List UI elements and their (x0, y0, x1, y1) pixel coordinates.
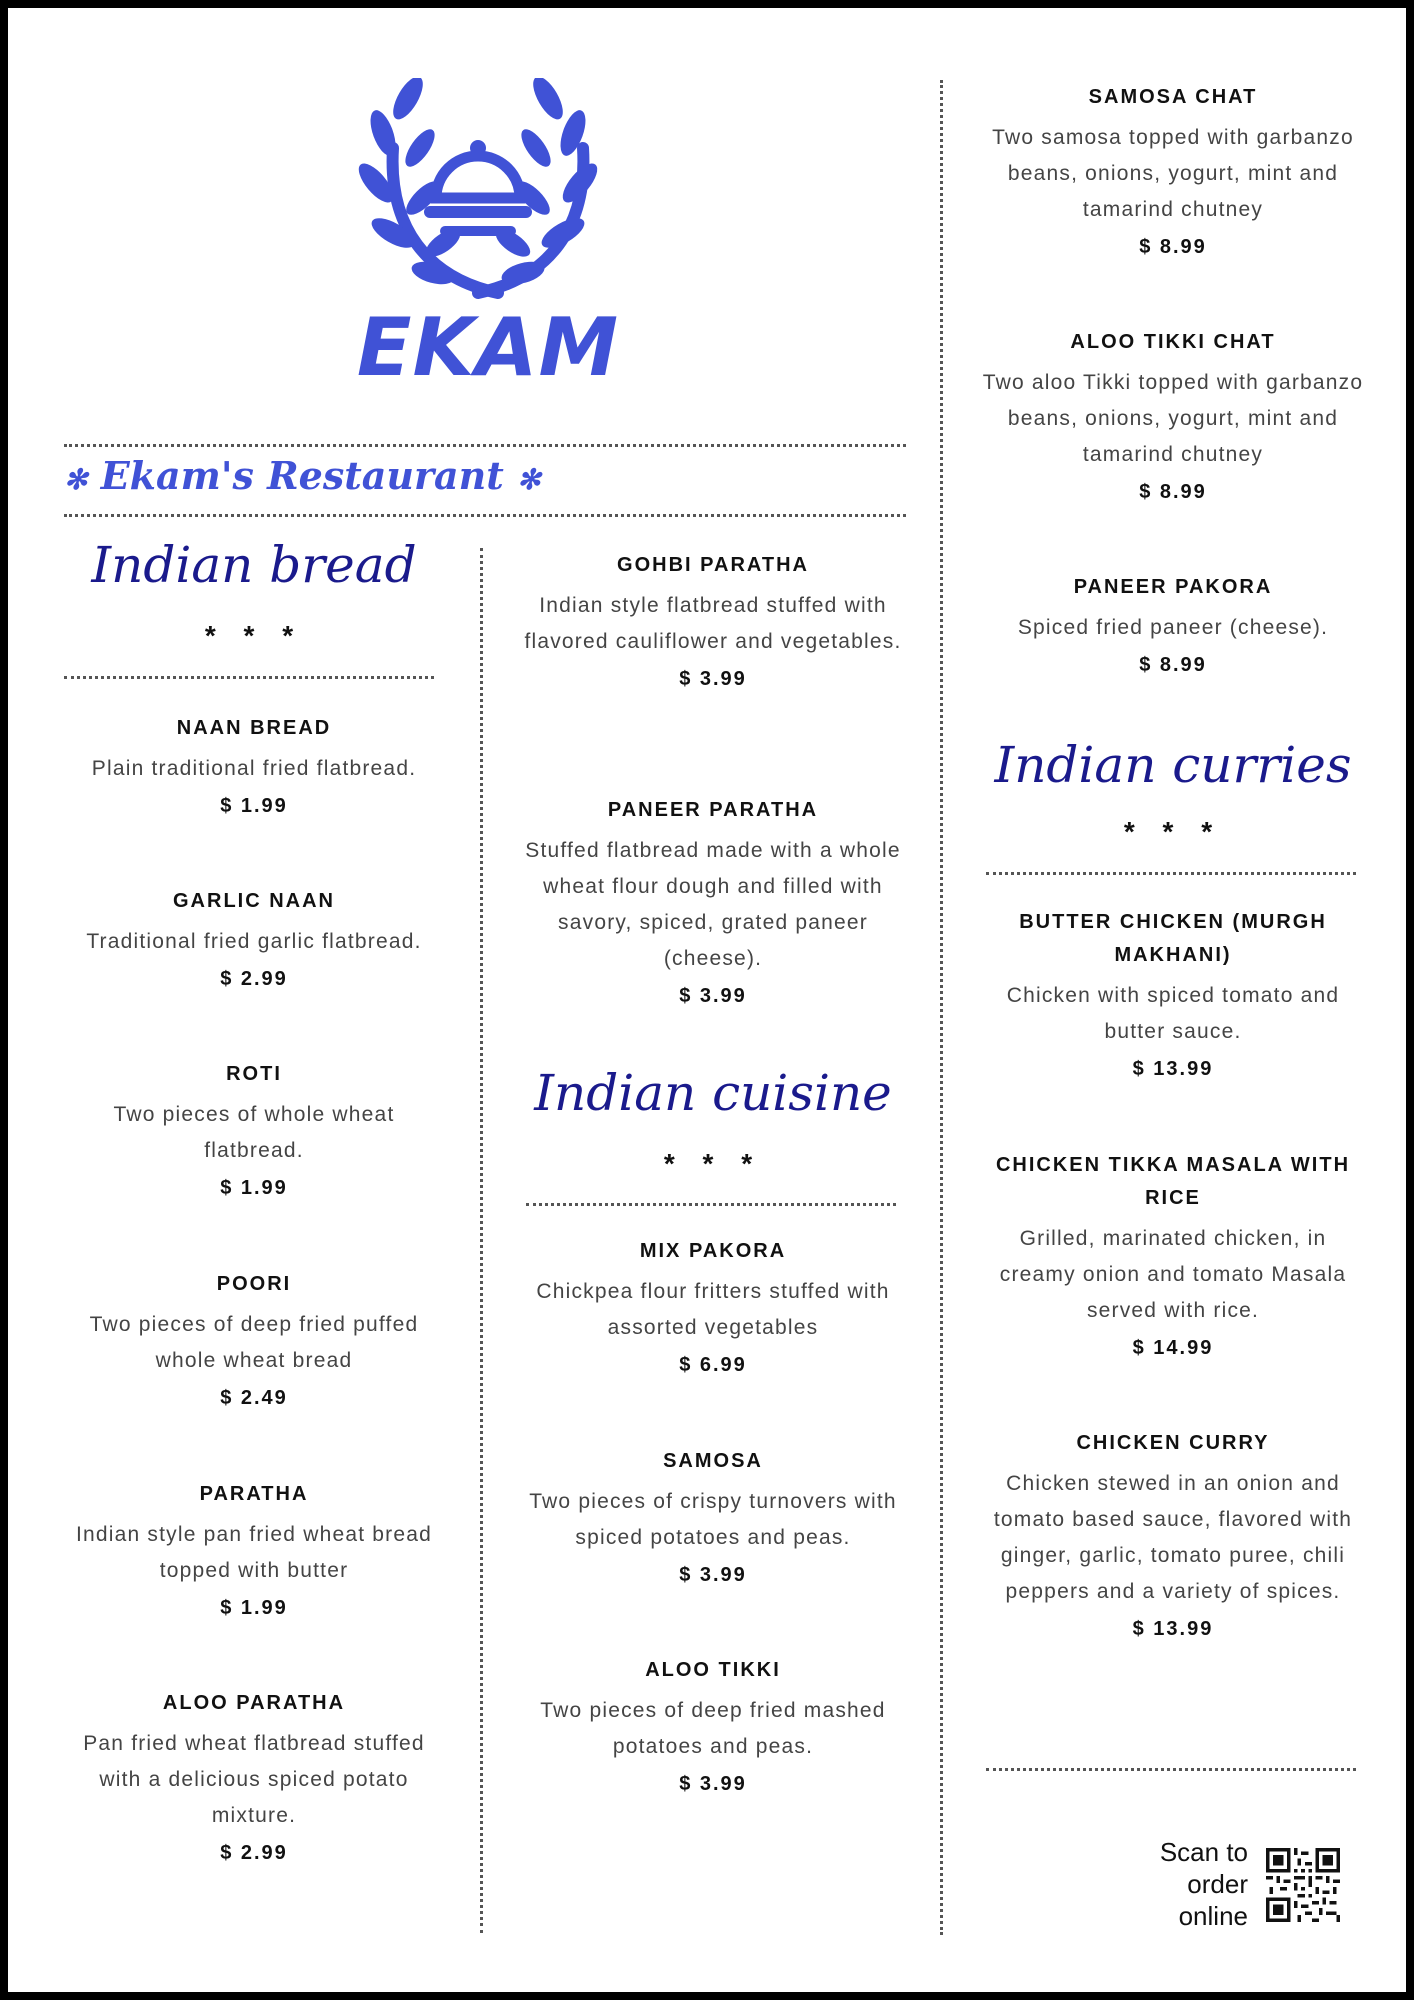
menu-item (520, 794, 906, 1008)
logo-wordmark: EKAM (356, 301, 620, 394)
item-price: $ 3.99 (679, 1564, 747, 1586)
divider (526, 1203, 896, 1206)
ekam-logo (348, 78, 628, 394)
item-description: Stuffed flatbread made with a whole wheat flour dough and filled with savory, spiced, grated paneer (cheese). (525, 839, 901, 970)
divider (986, 872, 1356, 875)
menu-item (64, 885, 444, 991)
item-price: $ 2.99 (220, 968, 288, 990)
item-name: PANEER PAKORA (1073, 576, 1273, 598)
item-price: $ 14.99 (1132, 1337, 1214, 1359)
section-title-cuisine: Indian cuisine (534, 1064, 892, 1122)
item-price: $ 13.99 (1132, 1618, 1214, 1640)
menu-item (64, 712, 444, 818)
item-description: Two pieces of deep fried puffed whole wheat bread (89, 1313, 419, 1372)
menu-item (980, 906, 1366, 1081)
item-price: $ 1.99 (220, 795, 288, 817)
item-description: Chicken stewed in an onion and tomato based sauce, flavored with ginger, garlic, tomato puree, chili peppers and a variety of spices. (993, 1472, 1353, 1603)
item-name: SAMOSA (663, 1450, 763, 1472)
item-description: Indian style flatbread stuffed with flavored cauliflower and vegetables. (524, 594, 902, 653)
item-price: $ 2.99 (220, 1842, 288, 1864)
item-name: BUTTER CHICKEN (MURGH MAKHANI) (1019, 911, 1327, 966)
scan-line: online (1178, 1901, 1248, 1931)
scan-to-order-label (1148, 1836, 1248, 1932)
item-name: CHICKEN CURRY (1076, 1432, 1270, 1454)
item-description: Two samosa topped with garbanzo beans, onions, yogurt, mint and tamarind chutney (992, 126, 1354, 221)
item-name: SAMOSA CHAT (1088, 86, 1258, 108)
section-stars: * * * (663, 1148, 763, 1179)
item-name: CHICKEN TIKKA MASALA WITH RICE (995, 1154, 1351, 1209)
menu-item (980, 1427, 1366, 1641)
divider (64, 514, 906, 517)
section-stars: * * * (204, 620, 304, 651)
item-description: Two pieces of crispy turnovers with spiced potatoes and peas. (529, 1490, 897, 1549)
scan-line: order (1187, 1869, 1248, 1899)
item-description: Two pieces of whole wheat flatbread. (113, 1103, 395, 1162)
menu-item (64, 1478, 444, 1620)
item-name: ALOO TIKKI (645, 1659, 781, 1681)
item-price: $ 6.99 (679, 1354, 747, 1376)
section-title-curries: Indian curries (994, 736, 1352, 794)
column-separator (940, 80, 943, 1935)
item-name: GOHBI PARATHA (617, 554, 809, 576)
item-price: $ 8.99 (1139, 481, 1207, 503)
restaurant-title (64, 453, 541, 498)
item-price: $ 8.99 (1139, 654, 1207, 676)
item-description: Traditional fried garlic flatbread. (86, 930, 422, 953)
qr-code-icon[interactable] (1266, 1848, 1340, 1922)
item-price: $ 2.49 (220, 1387, 288, 1409)
item-description: Two pieces of deep fried mashed potatoes and peas. (540, 1699, 886, 1758)
item-name: GARLIC NAAN (173, 890, 335, 912)
item-description: Pan fried wheat flatbread stuffed with a delicious spiced potato mixture. (83, 1732, 425, 1827)
menu-item (64, 1687, 444, 1865)
menu-item (980, 81, 1366, 259)
column-separator (480, 548, 483, 1933)
item-description: Spiced fried paneer (cheese). (1017, 616, 1329, 639)
divider (64, 676, 434, 679)
menu-item (520, 1654, 906, 1796)
section-stars: * * * (1123, 816, 1223, 847)
menu-item (520, 549, 906, 691)
restaurant-name: Ekam's Restaurant (100, 453, 504, 498)
menu-item (520, 1235, 906, 1377)
menu-item (980, 571, 1366, 677)
item-price: $ 3.99 (679, 1773, 747, 1795)
item-price: $ 3.99 (679, 985, 747, 1007)
item-name: ROTI (226, 1063, 282, 1085)
item-name: ALOO TIKKI CHAT (1070, 331, 1276, 353)
menu-item (520, 1445, 906, 1587)
divider (986, 1768, 1356, 1771)
item-name: PANEER PARATHA (607, 799, 819, 821)
scan-line: Scan to (1159, 1837, 1248, 1867)
item-description: Chicken with spiced tomato and butter sauce. (1006, 984, 1340, 1043)
item-name: MIX PAKORA (639, 1240, 787, 1262)
asterisk-icon: ✻ (64, 463, 88, 496)
item-description: Grilled, marinated chicken, in creamy onion and tomato Masala served with rice. (999, 1227, 1347, 1322)
item-description: Plain traditional fried flatbread. (91, 757, 417, 780)
item-name: POORI (216, 1273, 292, 1295)
menu-item (980, 326, 1366, 504)
divider (64, 444, 906, 447)
item-price: $ 13.99 (1132, 1058, 1214, 1080)
item-price: $ 1.99 (220, 1177, 288, 1199)
asterisk-icon: ✻ (517, 463, 541, 496)
menu-item (980, 1149, 1366, 1360)
menu-item (74, 1268, 434, 1410)
item-price: $ 8.99 (1139, 236, 1207, 258)
item-name: ALOO PARATHA (162, 1692, 346, 1714)
section-title-bread: Indian bread (91, 536, 417, 594)
item-price: $ 3.99 (679, 668, 747, 690)
item-name: PARATHA (199, 1483, 309, 1505)
item-price: $ 1.99 (220, 1597, 288, 1619)
laurel-cloche-icon (348, 78, 628, 318)
item-description: Two aloo Tikki topped with garbanzo beans, onions, yogurt, mint and tamarind chutney (982, 371, 1364, 466)
item-description: Chickpea flour fritters stuffed with assorted vegetables (536, 1280, 890, 1339)
menu-item (94, 1058, 414, 1200)
item-name: NAAN BREAD (176, 717, 332, 739)
item-description: Indian style pan fried wheat bread topped with butter (75, 1523, 432, 1582)
